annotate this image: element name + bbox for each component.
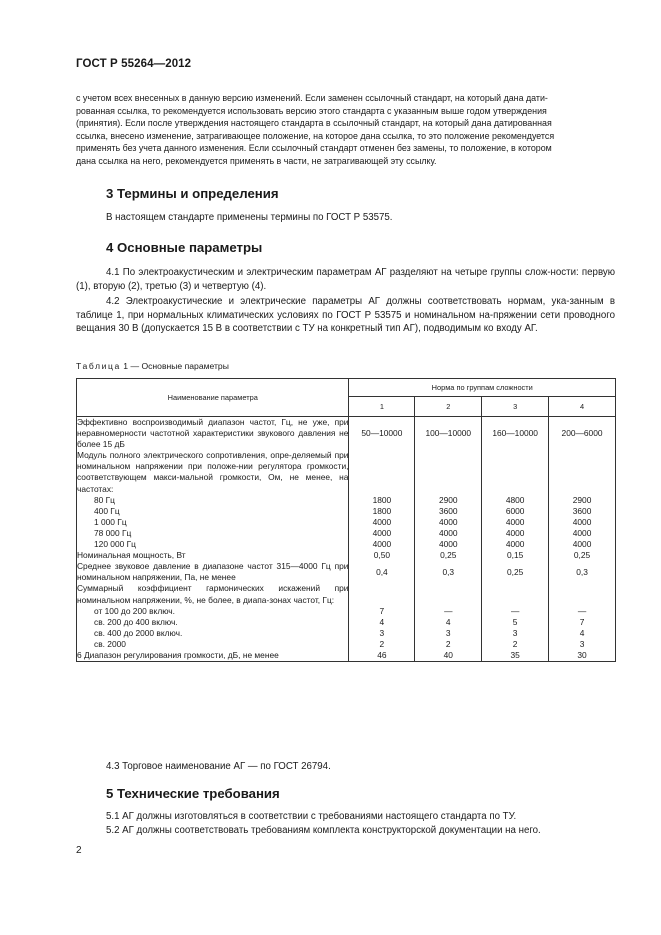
row-value-group-4 [549,450,616,494]
row-value-group-2: 4000 [415,517,482,528]
row-value-group-2: 3 [415,628,482,639]
row-parameter-name: св. 200 до 400 включ. [77,617,349,628]
row-value-group-4: 4 [549,628,616,639]
row-value-group-1: 4000 [349,517,415,528]
table-row [77,606,616,617]
row-value-group-2: 4000 [415,539,482,550]
table-caption [76,361,229,371]
table-row [77,628,616,639]
row-value-group-4: 3600 [549,506,616,517]
row-parameter-name: Суммарный коэффициент гармонических искажений при номинальном напряжении, %, не более, в диапа-зонах частот, Гц: [77,583,349,605]
row-value-group-4: — [549,606,616,617]
intro-line: (принятия). Если после утверждения настоящего стандарта в ссылочный стандарт, на который дана датированная [76,118,552,129]
row-value-group-2: 40 [415,650,482,662]
row-value-group-2: 2 [415,639,482,650]
table-row [77,417,616,451]
row-value-group-3: 6000 [482,506,549,517]
row-parameter-name: 80 Гц [77,495,349,506]
row-value-group-4: 7 [549,617,616,628]
section-3-text: В настоящем стандарте применены термины по ГОСТ Р 53575. [106,212,393,223]
row-value-group-3: 4000 [482,528,549,539]
table-row [77,617,616,628]
row-value-group-3: — [482,606,549,617]
table-caption-text: 1 — Основные параметры [120,361,229,371]
header-group-number: 2 [415,397,482,417]
row-value-group-4: 2900 [549,495,616,506]
row-value-group-4: 4000 [549,528,616,539]
paragraph-5-1: 5.1 АГ должны изготовляться в соответствии с требованиями настоящего стандарта по ТУ. [106,811,517,822]
row-value-group-2: 2900 [415,495,482,506]
row-value-group-3: 4000 [482,539,549,550]
section-4-title: 4 Основные параметры [106,240,263,255]
row-value-group-3: 2 [482,639,549,650]
row-value-group-2: 4000 [415,528,482,539]
table-row [77,450,616,494]
row-parameter-name: Номинальная мощность, Вт [77,550,349,561]
row-value-group-2: 0,3 [415,561,482,583]
row-value-group-1 [349,450,415,494]
row-parameter-name: 400 Гц [77,506,349,517]
row-value-group-2 [415,583,482,605]
row-value-group-1: 2 [349,639,415,650]
table-row [77,495,616,506]
row-parameter-name: св. 400 до 2000 включ. [77,628,349,639]
row-value-group-3: 0,15 [482,550,549,561]
paragraph-4-3: 4.3 Торговое наименование АГ — по ГОСТ 26794. [106,761,331,772]
row-parameter-name: Эффективно воспроизводимый диапазон частот, Гц, не уже, при неравномерности частотной характеристики звукового давления не более 15 дБ [77,417,349,450]
row-value-group-1: 50—10000 [349,417,415,451]
row-parameter-name: Среднее звуковое давление в диапазоне частот 315—4000 Гц при номинальном напряжении, Па, не менее [77,561,349,583]
row-value-group-2: — [415,606,482,617]
row-value-group-1: 46 [349,650,415,662]
row-value-group-4: 3 [549,639,616,650]
parameters-table [76,378,616,662]
row-value-group-4: 4000 [549,539,616,550]
paragraph-4-2: 4.2 Электроакустические и электрические параметры АГ должны соответствовать нормам, ука-занным в таблице 1, при нормальных климатических условиях по ГОСТ Р 53575 и номинальном на-пряжении сети проводного вещания 30 В (допускается 15 В в соответствии с ТУ на конкретный тип АГ), подводимым ко входу АГ. [76,296,615,335]
intro-paragraph [76,92,615,168]
row-value-group-1: 4 [349,617,415,628]
intro-line: применять без учета данного изменения. Если ссылочный стандарт отменен без замены, то положение, в котором [76,143,552,154]
table-row [77,506,616,517]
intro-line: рованная ссылка, то рекомендуется использовать версию этого стандарта с указанным выше годом утверждения [76,105,547,116]
section-5-title: 5 Технические требования [106,786,280,801]
header-group-number: 1 [349,397,415,417]
intro-line: дана ссылка на него, рекомендуется применять в части, не затрагивающей эту ссылку. [76,155,437,166]
table-row [77,528,616,539]
table-row [77,639,616,650]
row-parameter-name: 78 000 Гц [77,528,349,539]
row-parameter-name: 6 Диапазон регулирования громкости, дБ, не менее [77,650,349,662]
row-value-group-4: 200—6000 [549,417,616,451]
header-parameter-name: Наименование параметра [77,379,349,417]
row-parameter-name: св. 2000 [77,639,349,650]
header-group-norm: Норма по группам сложности [349,379,616,397]
row-value-group-3: 0,25 [482,561,549,583]
table-row [77,550,616,561]
row-value-group-3: 4800 [482,495,549,506]
row-value-group-3 [482,583,549,605]
row-value-group-4 [549,583,616,605]
intro-line: с учетом всех внесенных в данную версию изменений. Если заменен ссылочный стандарт, на который дана дати- [76,93,548,103]
table-caption-label: Таблица [76,361,121,371]
row-value-group-4: 0,3 [549,561,616,583]
table-row [77,517,616,528]
row-value-group-1: 1800 [349,506,415,517]
paragraph-4-1: 4.1 По электроакустическим и электрическим параметрам АГ разделяют на четыре группы слож-ности: первую (1), вторую (2), третью (3) и четвертую (4). [76,267,615,292]
row-value-group-3: 3 [482,628,549,639]
table-body [77,417,616,662]
table-row [77,539,616,550]
row-value-group-3: 160—10000 [482,417,549,451]
section-3-title: 3 Термины и определения [106,186,279,201]
row-parameter-name: от 100 до 200 включ. [77,606,349,617]
row-value-group-3: 35 [482,650,549,662]
row-parameter-name: 120 000 Гц [77,539,349,550]
intro-line: ссылка, внесено изменение, затрагивающее положение, на которое дана ссылка, то это положение рекомендуется [76,130,555,141]
row-value-group-1: 4000 [349,528,415,539]
row-parameter-name: 1 000 Гц [77,517,349,528]
row-value-group-1: 1800 [349,495,415,506]
row-parameter-name: Модуль полного электрического сопротивления, опре-деляемый при номинальном напряжении при положе-нии регулятора громкости, соответствующем макси-мальной громкости, Ом, не менее, на частотах: [77,450,349,494]
header-group-number: 4 [549,397,616,417]
page-number: 2 [76,845,82,856]
row-value-group-3 [482,450,549,494]
paragraph-5-2: 5.2 АГ должны соответствовать требованиям комплекта конструкторской документации на него. [106,825,541,836]
table-row [77,650,616,662]
row-value-group-2: 0,25 [415,550,482,561]
document-header: ГОСТ Р 55264—2012 [76,58,192,70]
row-value-group-1: 4000 [349,539,415,550]
row-value-group-4: 30 [549,650,616,662]
row-value-group-4: 4000 [549,517,616,528]
table-row [77,561,616,583]
row-value-group-1: 7 [349,606,415,617]
row-value-group-2 [415,450,482,494]
table-row [77,583,616,605]
row-value-group-2: 100—10000 [415,417,482,451]
row-value-group-1: 3 [349,628,415,639]
row-value-group-1 [349,583,415,605]
row-value-group-2: 3600 [415,506,482,517]
row-value-group-3: 4000 [482,517,549,528]
header-group-number: 3 [482,397,549,417]
row-value-group-2: 4 [415,617,482,628]
row-value-group-3: 5 [482,617,549,628]
row-value-group-4: 0,25 [549,550,616,561]
row-value-group-1: 0,4 [349,561,415,583]
row-value-group-1: 0,50 [349,550,415,561]
